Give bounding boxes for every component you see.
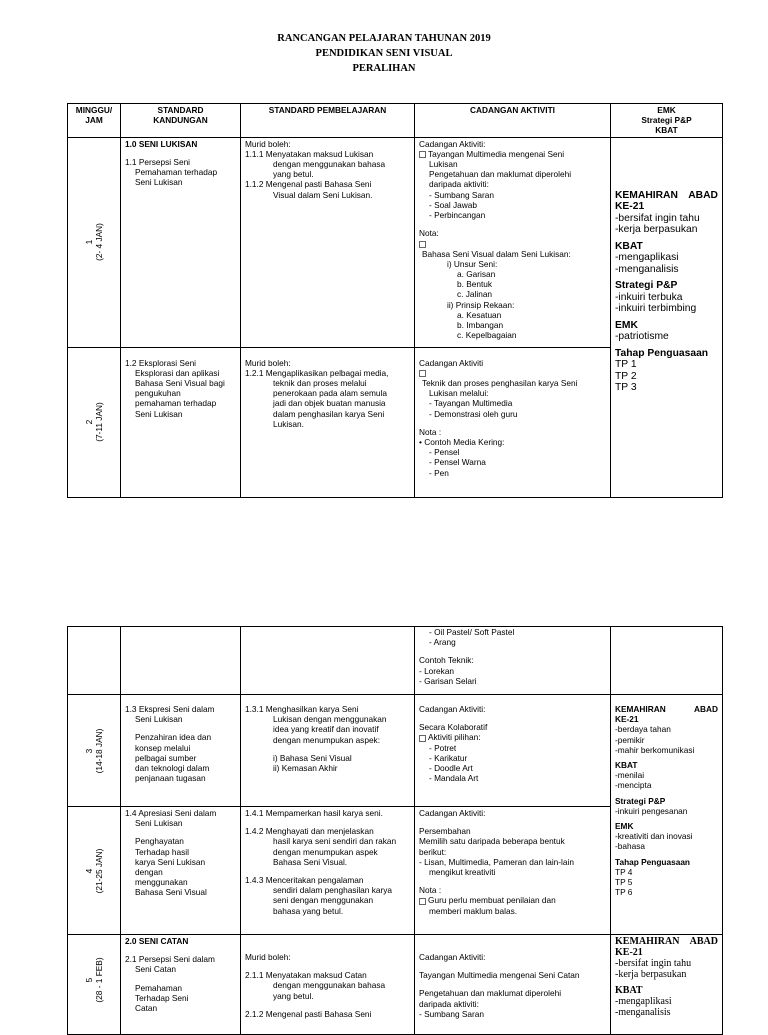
week-cell: 1 (2- 4 JAN)	[68, 137, 121, 347]
standard-pembelajaran-cell: 1.4.1 Mempamerkan hasil karya seni. 1.4.2 Menghayati dan menjelaskan hasil karya seni sendiri dan rakan dengan menumpukan aspek Bahasa Seni Visual. 1.4.3 Menceritakan pengalaman sendiri dalam penghasilan karya seni dengan menggunakan bahasa yang betul.	[241, 807, 415, 935]
document-title	[0, 31, 768, 76]
checkbox-glyph-icon	[419, 241, 426, 248]
table-row	[68, 137, 723, 347]
standard-kandungan-cell: 1.3 Ekspresi Seni dalam Seni Lukisan Penzahiran idea dan konsep melalui pelbagai sumber dan teknologi dalam penjanaan tugasan	[121, 695, 241, 807]
table-header-row	[68, 104, 723, 138]
header-minggu: MINGGU/ JAM	[68, 104, 121, 138]
standard-kandungan-cell: 1.4 Apresiasi Seni dalam Seni Lukisan Penghayatan Terhadap hasil karya Seni Lukisan dengan menggunakan Bahasa Seni Visual	[121, 807, 241, 935]
header-standard-pembelajaran: STANDARD PEMBELAJARAN	[241, 104, 415, 138]
standard-pembelajaran-cell: Murid boleh: 1.2.1 Mengaplikasikan pelbagai media, teknik dan proses melalui penerokaan pada alam semula jadi dan objek buatan manusia dalam penghasilan karya Seni Lukisan.	[241, 347, 415, 497]
header-emk: EMK Strategi P&P KBAT	[611, 104, 723, 138]
week-cell: 3 (14-18 JAN)	[68, 695, 121, 807]
table-row	[68, 627, 723, 695]
header-standard-kandungan: STANDARD KANDUNGAN	[121, 104, 241, 138]
page-gap	[0, 570, 768, 626]
checkbox-glyph-icon	[419, 151, 426, 158]
week-cell: 2 (7-11 JAN)	[68, 347, 121, 497]
emk-strategy-cell: KEMAHIRAN ABAD KE-21 -bersifat ingin tahu -kerja berpasukan KBAT -mengaplikasi -menganalisis Strategi P&P -inkuiri terbuka -inkuiri terbimbing EMK -patriotisme Tahap Penguasaan TP 1 TP 2 TP 3	[611, 137, 723, 497]
week-cell: 4 (21-25 JAN)	[68, 807, 121, 935]
standard-pembelajaran-cell	[241, 627, 415, 695]
standard-pembelajaran-cell: 1.3.1 Menghasilkan karya Seni Lukisan dengan menggunakan idea yang kreatif dan inovatif dengan menumpukan aspek: i) Bahasa Seni Visual ii) Kemasan Akhir	[241, 695, 415, 807]
standard-kandungan-cell: 2.0 SENI CATAN 2.1 Persepsi Seni dalam Seni Catan Pemahaman Terhadap Seni Catan	[121, 935, 241, 1035]
standard-kandungan-cell: 1.2 Eksplorasi Seni Eksplorasi dan aplikasi Bahasa Seni Visual bagi pengukuhan pemahaman terhadap Seni Lukisan	[121, 347, 241, 497]
emk-strategy-cell: KEMAHIRAN ABAD KE-21 -bersifat ingin tahu -kerja berpasukan KBAT -mengaplikasi -menganalisis	[611, 935, 723, 1035]
cadangan-aktiviti-cell: Cadangan Aktiviti: Secara Kolaboratif Aktiviti pilihan: - Potret - Karikatur - Doodle Art - Mandala Art	[415, 695, 611, 807]
cadangan-aktiviti-cell: Cadangan Aktiviti: Tayangan Multimedia mengenai Seni Catan Pengetahuan dan maklumat diperolehi daripada aktiviti: - Sumbang Saran	[415, 935, 611, 1035]
cadangan-aktiviti-cell: Cadangan Aktiviti: Tayangan Multimedia mengenai Seni Lukisan Pengetahuan dan maklumat diperolehi daripada aktiviti: - Sumbang Saran - Soal Jawab - Perbincangan Nota: Bahasa Seni Visual dalam Seni Lukisan: i) Unsur Seni: a. Garisan b. Bentuk c. Jalinan ii) Prinsip Rekaan: a. Kesatuan b. Imbangan c. Kepelbagaian	[415, 137, 611, 347]
standard-pembelajaran-cell: Murid boleh: 1.1.1 Menyatakan maksud Lukisan dengan menggunakan bahasa yang betul. 1.1.2 Mengenal pasti Bahasa Seni Visual dalam Seni Lukisan.	[241, 137, 415, 347]
checkbox-glyph-icon	[419, 898, 426, 905]
lesson-plan-table	[67, 103, 723, 498]
checkbox-glyph-icon	[419, 735, 426, 742]
week-cell: 5 (28 - 1 FEB)	[68, 935, 121, 1035]
header-cadangan-aktiviti: CADANGAN AKTIVITI	[415, 104, 611, 138]
title-line-3: PERALIHAN	[352, 63, 416, 74]
table-row	[68, 695, 723, 807]
lesson-plan-table-continued	[67, 626, 723, 1035]
cadangan-aktiviti-cell: Cadangan Aktiviti Teknik dan proses penghasilan karya Seni Lukisan melalui: - Tayangan Multimedia - Demonstrasi oleh guru Nota : • Contoh Media Kering: - Pensel - Pensel Warna - Pen	[415, 347, 611, 497]
standard-kandungan-cell	[121, 627, 241, 695]
standard-kandungan-cell: 1.0 SENI LUKISAN 1.1 Persepsi Seni Pemahaman terhadap Seni Lukisan	[121, 137, 241, 347]
standard-pembelajaran-cell: Murid boleh: 2.1.1 Menyatakan maksud Catan dengan menggunakan bahasa yang betul. 2.1.2 Mengenal pasti Bahasa Seni	[241, 935, 415, 1035]
cadangan-aktiviti-cell: - Oil Pastel/ Soft Pastel - Arang Contoh Teknik: - Lorekan - Garisan Selari	[415, 627, 611, 695]
table-row	[68, 935, 723, 1035]
cadangan-aktiviti-cell: Cadangan Aktiviti: Persembahan Memilih satu daripada beberapa bentuk berikut: - Lisan, Multimedia, Pameran dan lain-lain mengikut kreativiti Nota : Guru perlu membuat penilaian dan memberi maklum balas.	[415, 807, 611, 935]
title-line-1: RANCANGAN PELAJARAN TAHUNAN 2019	[277, 33, 491, 44]
checkbox-glyph-icon	[419, 370, 426, 377]
week-cell	[68, 627, 121, 695]
emk-strategy-cell	[611, 627, 723, 695]
title-line-2: PENDIDIKAN SENI VISUAL	[315, 48, 453, 59]
emk-strategy-cell: KEMAHIRAN ABAD KE-21 -berdaya tahan -pemikir -mahir berkomunikasi KBAT -menilai -mencipta Strategi P&P -inkuiri pengesanan EMK -kreativiti dan inovasi -bahasa Tahap Penguasaan TP 4 TP 5 TP 6	[611, 695, 723, 935]
